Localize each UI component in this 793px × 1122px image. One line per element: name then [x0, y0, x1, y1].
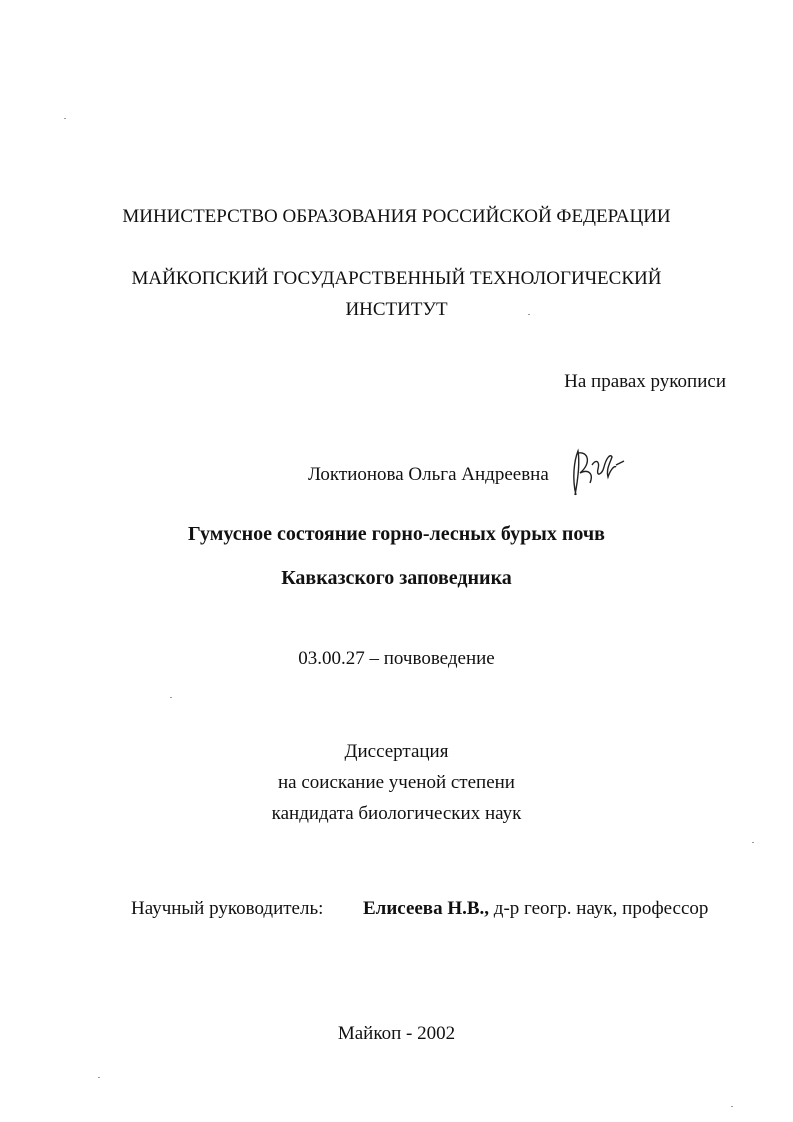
scan-speck [64, 118, 66, 119]
author-name: Локтионова Ольга Андреевна [308, 464, 549, 485]
degree-line3: кандидата биологических наук [271, 803, 522, 824]
city-year: Майкоп - 2002 [337, 1023, 456, 1044]
scan-speck [731, 1106, 733, 1107]
advisor-name: Елисеева Н.В., [363, 898, 490, 919]
advisor-label: Научный руководитель: [131, 898, 324, 919]
scan-speck [98, 1077, 100, 1078]
ministry-heading: МИНИСТЕРСТВО ОБРАЗОВАНИЯ РОССИЙСКОЙ ФЕДЕРАЦИИ [122, 206, 671, 227]
specialty-code: 03.00.27 – почвоведение [298, 648, 495, 669]
scan-speck [752, 842, 754, 843]
advisor-credentials: д-р геогр. наук, профессор [493, 898, 709, 919]
degree-line2: на соискание ученой степени [278, 772, 515, 793]
scan-speck [170, 697, 172, 698]
advisor-info [363, 897, 763, 921]
manuscript-rights-note: На правах рукописи [564, 371, 726, 392]
institute-heading-line2: ИНСТИТУТ [345, 299, 448, 320]
thesis-title-line2: Кавказского заповедника [281, 567, 512, 589]
degree-line1: Диссертация [344, 741, 449, 762]
author-signature [566, 443, 628, 503]
institute-heading-line1: МАЙКОПСКИЙ ГОСУДАРСТВЕННЫЙ ТЕХНОЛОГИЧЕСКИЙ [131, 268, 662, 289]
thesis-title-line1: Гумусное состояние горно-лесных бурых почв [188, 523, 605, 545]
